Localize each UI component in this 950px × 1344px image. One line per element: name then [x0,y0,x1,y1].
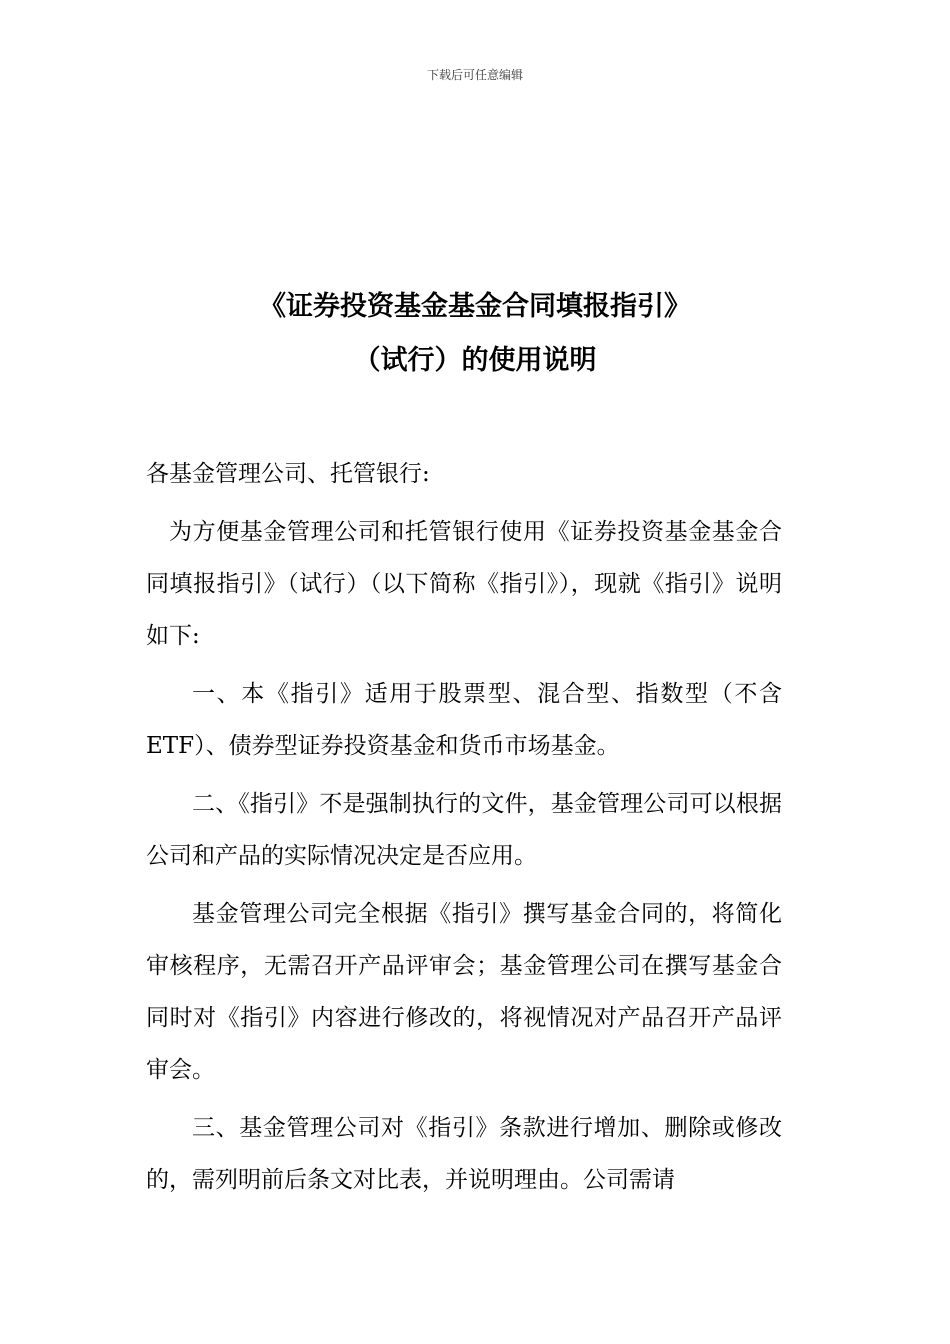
paragraph-item-1: 一、本《指引》适用于股票型、混合型、指数型（不含 ETF）、债券型证券投资基金和货币市场基金。 [146,681,782,759]
title-line-2: （试行）的使用说明 [353,345,597,376]
title-line-1: 《证券投资基金基金合同填报指引》 [259,291,691,322]
paragraph-item-3: 三、基金管理公司对《指引》条款进行增加、删除或修改的，需列明前后条文对比表，并说明理由。公司需请 [146,1115,782,1193]
paragraph-item-2: 二、《指引》不是强制执行的文件，基金管理公司可以根据公司和产品的实际情况决定是否应用。 [146,791,782,869]
document-title [0,280,950,388]
page-header-note: 下载后可任意编辑 [426,68,523,82]
paragraph-intro: 为方便基金管理公司和托管银行使用《证券投资基金基金合同填报指引》（试行）（以下简称《指引》），现就《指引》说明如下: [146,519,782,649]
salutation: 各基金管理公司、托管银行: [146,461,430,487]
paragraph-item-2-detail: 基金管理公司完全根据《指引》撰写基金合同的，将简化审核程序，无需召开产品评审会；基金管理公司在撰写基金合同时对《指引》内容进行修改的，将视情况对产品召开产品评审会。 [146,901,782,1083]
document-body [146,448,782,1212]
